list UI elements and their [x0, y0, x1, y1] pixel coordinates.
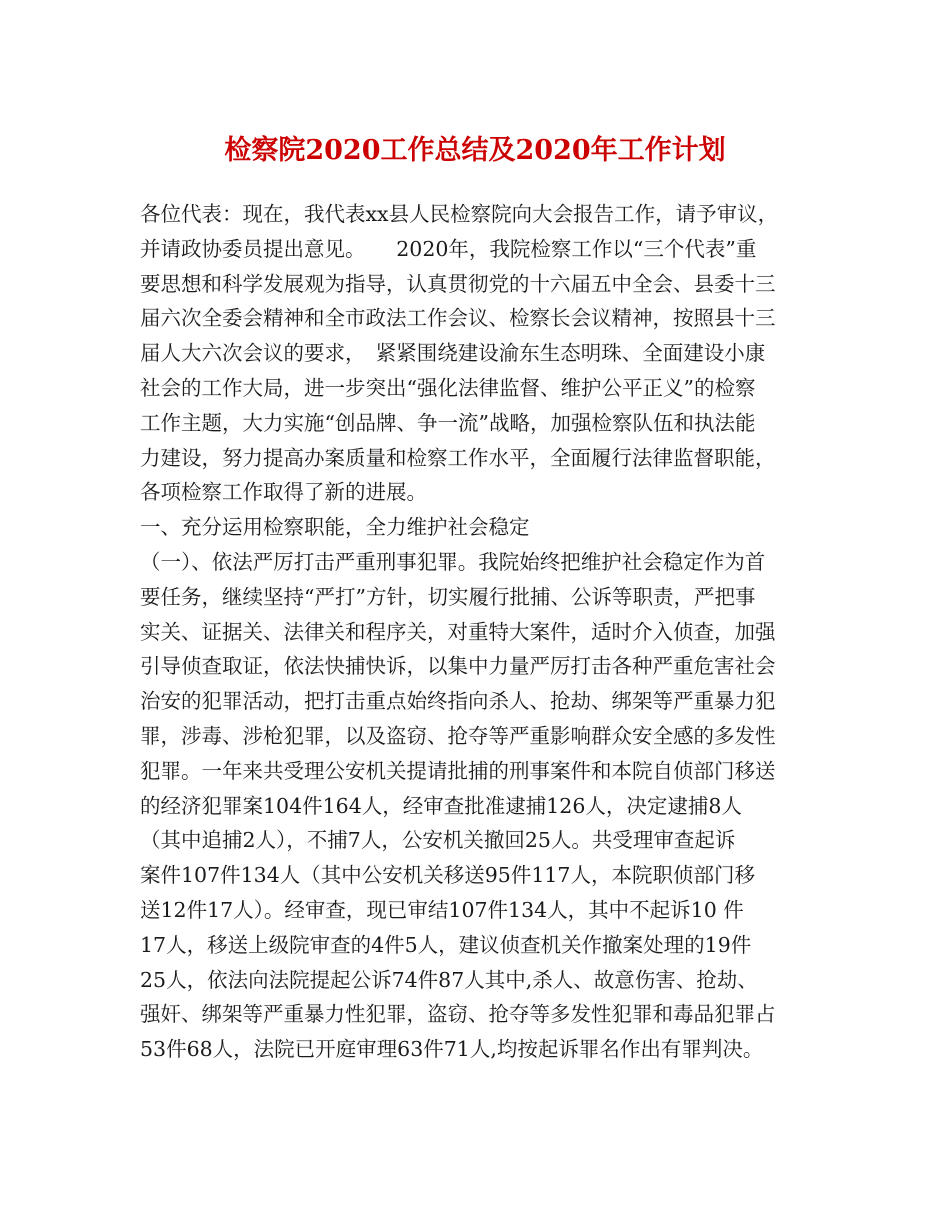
body-line: 并请政协委员提出意见。 2020年，我院检察工作以“三个代表”重 [140, 236, 757, 261]
body-line: 罪，涉毒、涉枪犯罪，以及盗窃、抢夺等严重影响群众安全感的多发性 [140, 723, 776, 748]
body-line: 的经济犯罪案104件164人，经审查批准逮捕126人，决定逮捕8人 [140, 793, 742, 818]
body-line: 要思想和科学发展观为指导，认真贯彻党的十六届五中全会、县委十三 [140, 271, 776, 296]
body-line: （一）、依法严厉打击严重刑事犯罪。我院始终把维护社会稳定作为首 [140, 549, 766, 574]
body-line: 工作主题，大力实施“创品牌、争一流”战略，加强检察队伍和执法能 [140, 410, 756, 435]
body-line: 53件68人，法院已开庭审理63件71人,均按起诉罪名作出有罪判决。 [140, 1037, 764, 1062]
body-line: 引导侦查取证，依法快捕快诉，以集中力量严厉打击各种严重危害社会 [140, 654, 776, 679]
body-line: 届六次全委会精神和全市政法工作会议、检察长会议精神，按照县十三 [140, 306, 776, 331]
document-title: 检察院2020工作总结及2020年工作计划 [224, 135, 726, 166]
body-line: 实关、证据关、法律关和程序关，对重特大案件，适时介入侦查，加强 [140, 619, 776, 644]
body-line: 案件107件134人（其中公安机关移送95件117人，本院职侦部门移 [140, 863, 755, 888]
body-line: 届人大六次会议的要求， 紧紧围绕建设渝东生态明珠、全面建设小康 [140, 341, 766, 366]
body-line: 犯罪。一年来共受理公安机关提请批捕的刑事案件和本院自侦部门移送 [140, 758, 776, 783]
body-line: 各项检察工作取得了新的进展。 [140, 480, 427, 505]
body-line: 要任务，继续坚持“严打”方针，切实履行批捕、公诉等职责，严把事 [140, 584, 756, 609]
body-line: 力建设，努力提高办案质量和检察工作水平，全面履行法律监督职能， [140, 445, 776, 470]
body-line: 17人，移送上级院审查的4件5人，建议侦查机关作撤案处理的19件 [140, 932, 752, 957]
body-line: 社会的工作大局，进一步突出“强化法律监督、维护公平正义”的检察 [140, 375, 756, 400]
body-line: （其中追捕2人），不捕7人，公安机关撤回25人。共受理审查起诉 [140, 828, 736, 853]
body-line: 送12件17人）。经审查，现已审结107件134人，其中不起诉10 件 [140, 897, 744, 922]
document-body [140, 197, 820, 1067]
section-heading: 一、充分运用检察职能，全力维护社会稳定 [140, 515, 530, 540]
body-line: 治安的犯罪活动，把打击重点始终指向杀人、抢劫、绑架等严重暴力犯 [140, 689, 776, 714]
body-line: 强奸、绑架等严重暴力性犯罪，盗窃、抢夺等多发性犯罪和毒品犯罪占 [140, 1002, 776, 1027]
body-line: 各位代表：现在，我代表xx县人民检察院向大会报告工作，请予审议， [140, 202, 779, 226]
body-line: 25人，依法向法院提起公诉74件87人其中,杀人、故意伤害、抢劫、 [140, 967, 758, 992]
